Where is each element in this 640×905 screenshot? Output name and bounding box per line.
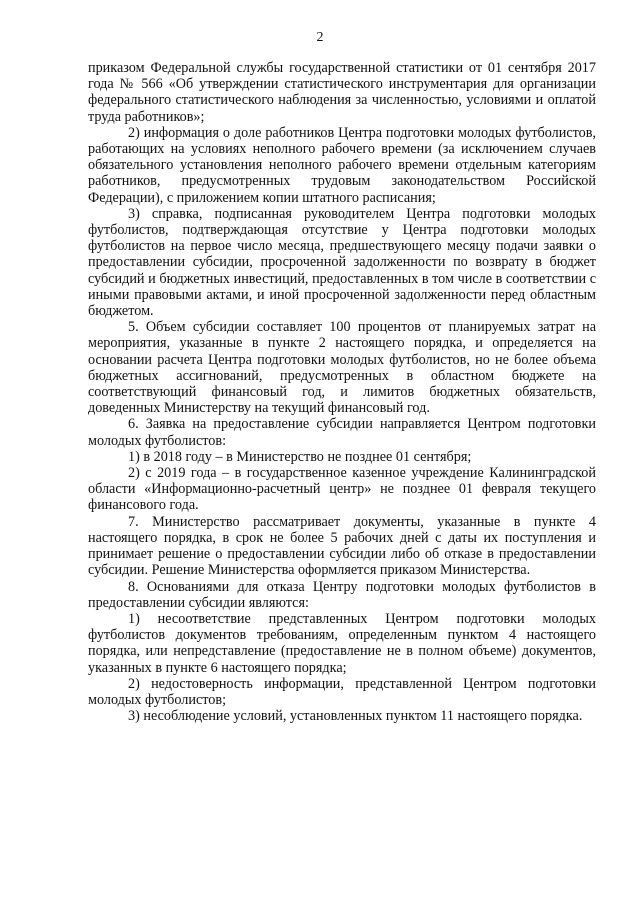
paragraph-8-item-1: 1) несоответствие представленных Центром подготовки молодых футболистов документов требованиям, определенным пунктом 4 настоящего порядка, или непредставление (предоставление не в полном объеме) документов, указанных в пункте 6 настоящего порядка; [88,610,596,676]
paragraph-6-item-1: 1) в 2018 году – в Министерство не позднее 01 сентября; [128,448,472,465]
paragraph-item-3-certificate: 3) справка, подписанная руководителем Центра подготовки молодых футболистов, подтверждающая отсутствие у Центра подготовки молодых футболистов на первое число месяца, предшествующего месяцу подачи заявки о предоставлении субсидии, просроченной задолженности по возврату в бюджет субсидий и бюджетных инвестиций, предоставленных в том числе в соответствии с иными правовыми актами, и иной просроченной задолженности перед областным бюджетом. [88,205,596,320]
paragraph-7-review: 7. Министерство рассматривает документы, указанные в пункте 4 настоящего порядка, в срок не более 5 рабочих дней с даты их поступления и принимает решение о предоставлении субсидии либо об отказе в предоставлении субсидии. Решение Министерства оформляется приказом Министерства. [88,513,596,579]
paragraph-5-subsidy-volume: 5. Объем субсидии составляет 100 процентов от планируемых затрат на мероприятия, указанные в пункте 2 настоящего порядка, и определяется на основании расчета Центра подготовки молодых футболистов, но не более объема бюджетных ассигнований, предусмотренных в областном бюджете на соответствующий финансовый год, и лимитов бюджетных обязательств, доведенных Министерству на текущий финансовый год. [88,319,596,417]
paragraph-item-2-info: 2) информация о доле работников Центра подготовки молодых футболистов, работающих на условиях неполного рабочего времени (за исключением случаев обязательного установления неполного рабочего времени отдельным категориям работников, предусмотренных трудовым законодательством Российской Федерации), с приложением копии штатного расписания; [88,124,596,206]
document-body [88,60,596,724]
paragraph-6-application: 6. Заявка на предоставление субсидии направляется Центром подготовки молодых футболистов: [88,416,596,449]
paragraph-8-refusal-grounds: 8. Основаниями для отказа Центру подготовки молодых футболистов в предоставлении субсидии являются: [88,578,596,611]
page-number: 2 [316,30,324,45]
paragraph-continuation: приказом Федеральной службы государственной статистики от 01 сентября 2017 года № 566 «Об утверждении статистического инструментария для организации федерального статистического наблюдения за численностью, условиями и оплатой труда работников»; [88,60,596,125]
paragraph-6-item-2: 2) с 2019 года – в государственное казенное учреждение Калининградской области «Информационно-расчетный центр» не позднее 01 февраля текущего финансового года. [88,465,596,514]
paragraph-8-item-2: 2) недостоверность информации, представленной Центром подготовки молодых футболистов; [88,675,596,708]
paragraph-8-item-3: 3) несоблюдение условий, установленных пунктом 11 настоящего порядка. [128,708,583,725]
